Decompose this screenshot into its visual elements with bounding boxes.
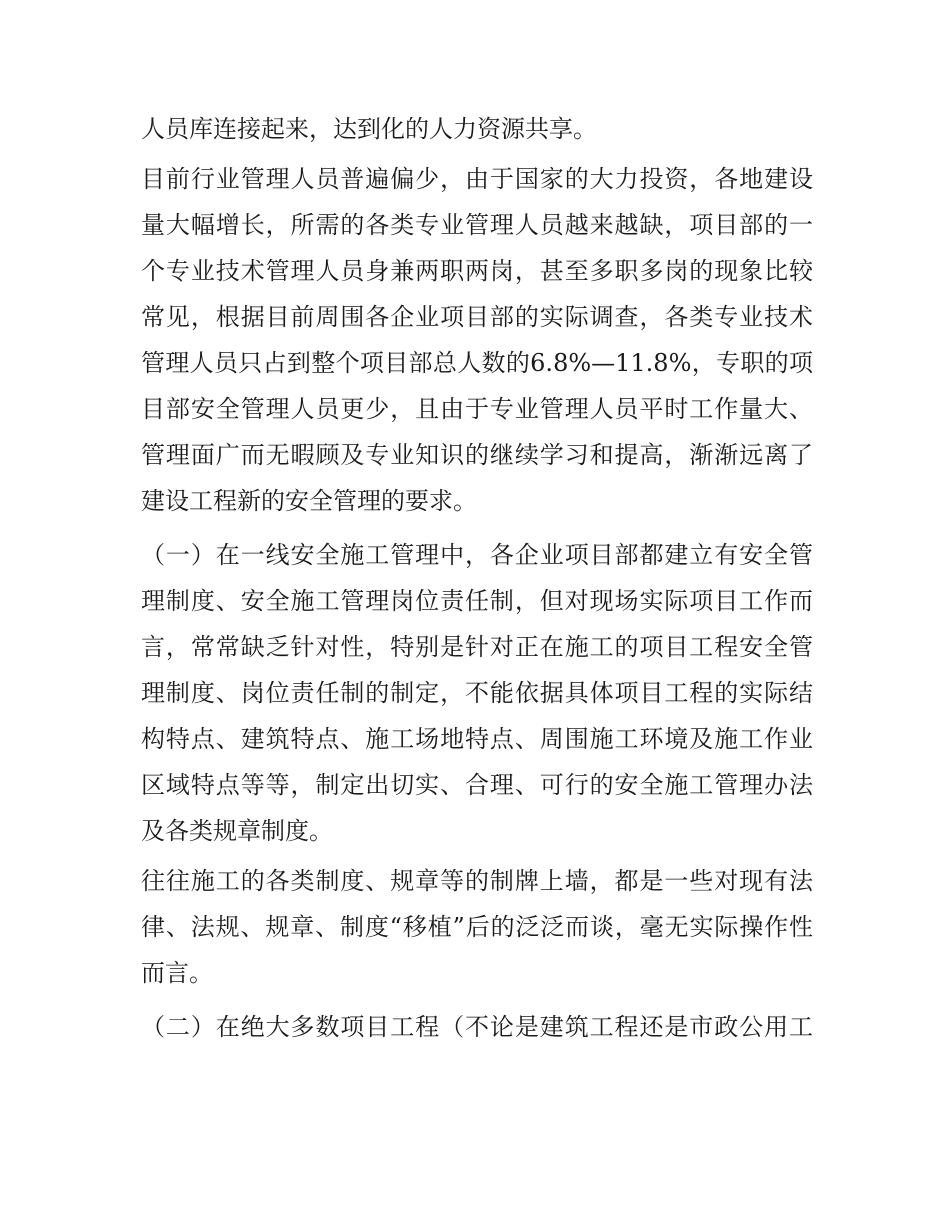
text-line: 构特点、建筑特点、施工场地特点、周围施工环境及施工作业 (141, 725, 813, 753)
text-line: 建设工程新的安全管理的要求。 (141, 487, 477, 515)
text-line: 言，常常缺乏针对性，特别是针对正在施工的项目工程安全管 (141, 633, 813, 661)
text-line: 目部安全管理人员更少，且由于专业管理人员平时工作量大、 (141, 395, 813, 423)
text-line: （一）在一线安全施工管理中，各企业项目部都建立有安全管 (141, 541, 813, 569)
text-line: 律、法规、规章、制度“移植”后的泛泛而谈，毫无实际操作性 (141, 913, 813, 941)
text-line: 而言。 (141, 959, 213, 987)
text-line: 理制度、岗位责任制的制定，不能依据具体项目工程的实际结 (141, 679, 813, 707)
paragraph-1 (141, 106, 813, 152)
text-line: 理制度、安全施工管理岗位责任制，但对现场实际项目工作而 (141, 587, 813, 615)
text-line: 往往施工的各类制度、规章等的制牌上墙，都是一些对现有法 (141, 867, 813, 895)
text-line: 管理人员只占到整个项目部总人数的6.8%—11.8%，专职的项 (141, 349, 813, 377)
paragraph-3 (141, 532, 813, 854)
paragraph-5 (141, 1004, 813, 1050)
text-line: 区域特点等等，制定出切实、合理、可行的安全施工管理办法 (141, 771, 813, 799)
body-text (141, 106, 813, 1050)
text-line: 人员库连接起来，达到化的人力资源共享。 (141, 115, 597, 143)
text-line: 个专业技术管理人员身兼两职两岗，甚至多职多岗的现象比较 (141, 257, 813, 285)
paragraph-4 (141, 858, 813, 996)
text-line: 常见，根据目前周围各企业项目部的实际调查，各类专业技术 (141, 303, 813, 331)
text-line: 及各类规章制度。 (141, 817, 333, 845)
text-line: 管理面广而无暇顾及专业知识的继续学习和提高，渐渐远离了 (141, 441, 813, 469)
paragraph-2 (141, 156, 813, 524)
text-line: 目前行业管理人员普遍偏少，由于国家的大力投资，各地建设 (141, 165, 813, 193)
text-line: （二）在绝大多数项目工程（不论是建筑工程还是市政公用工 (141, 1013, 813, 1041)
text-line: 量大幅增长，所需的各类专业管理人员越来越缺，项目部的一 (141, 211, 813, 239)
